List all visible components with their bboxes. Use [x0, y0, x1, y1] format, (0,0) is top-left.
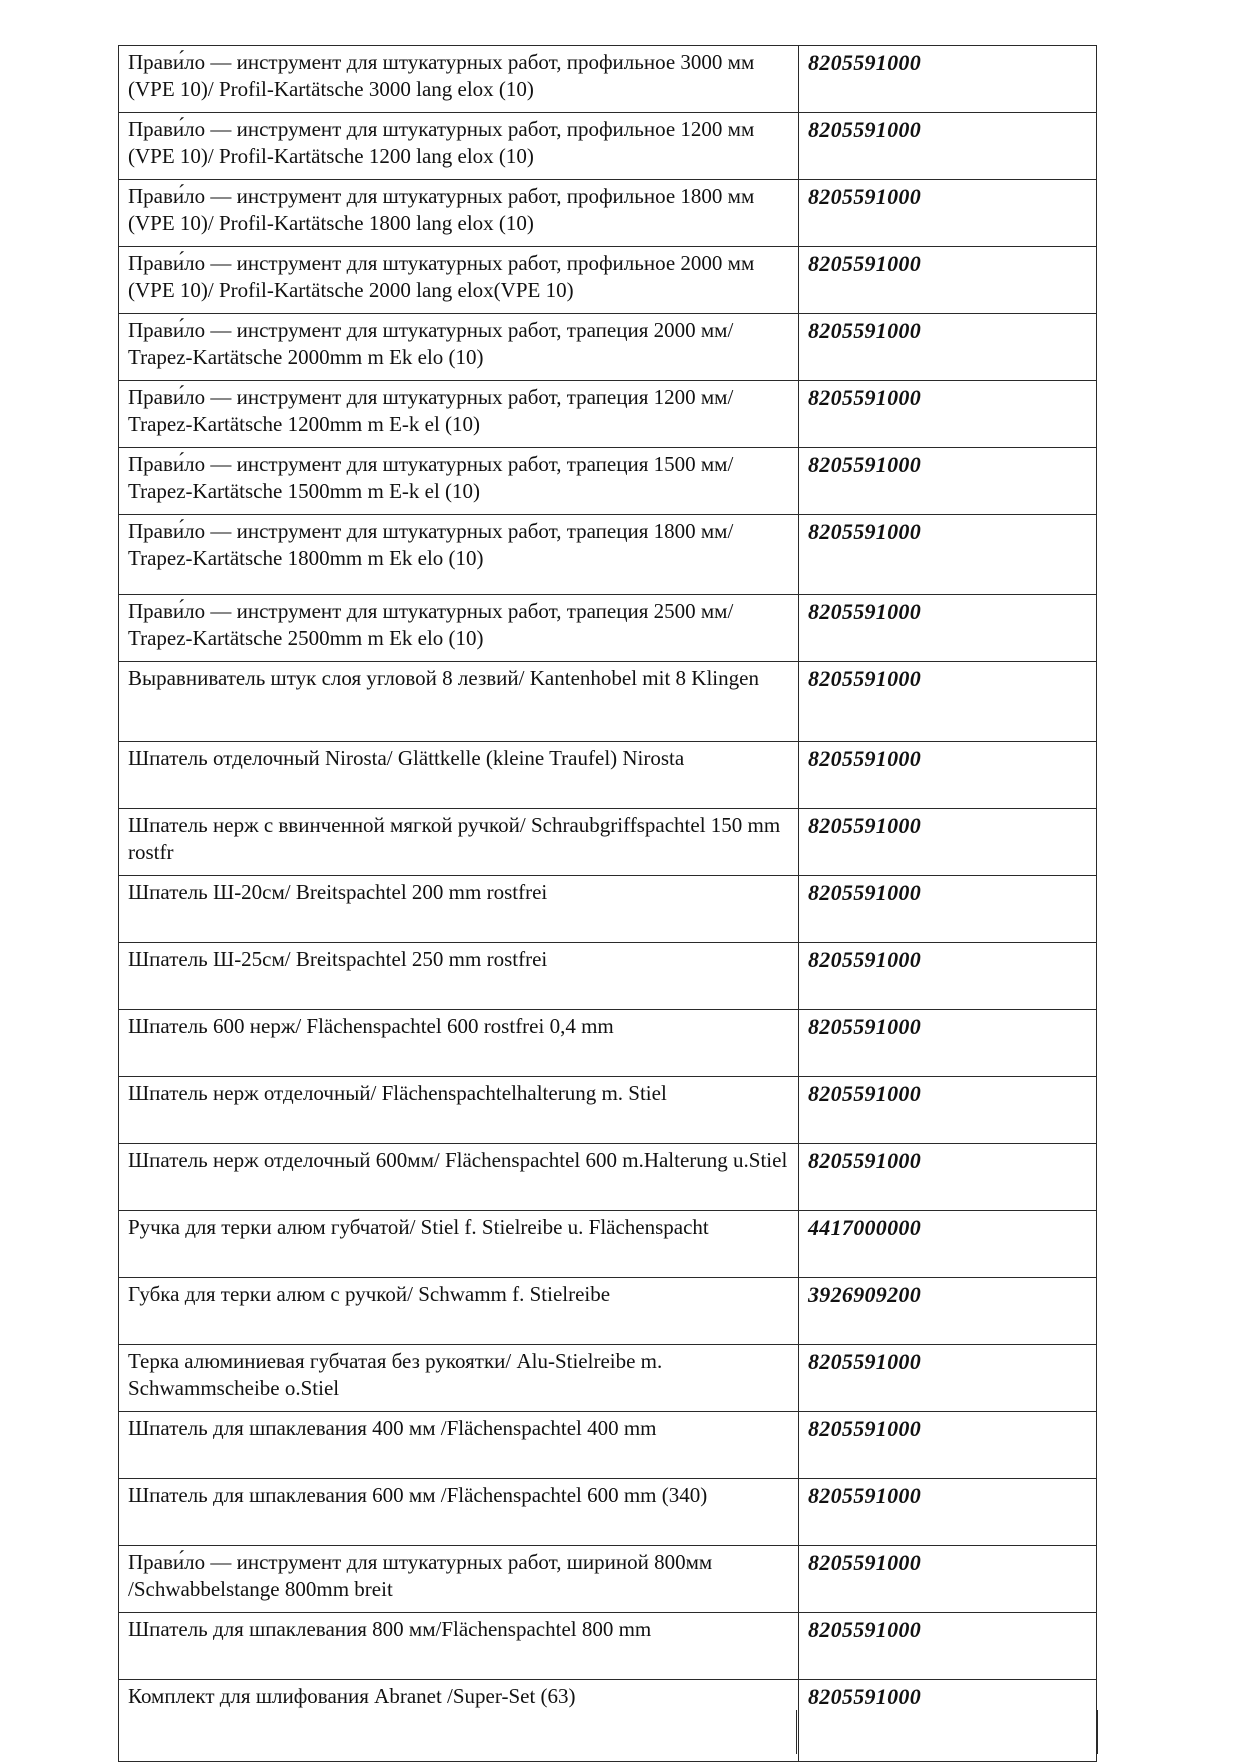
item-description: Прави́ло — инструмент для штукатурных работ, трапеция 2000 мм/ Trapez-Kartätsche 2000mm m Ek elo (10)	[119, 314, 799, 381]
hs-code: 8205591000	[799, 247, 1097, 314]
hs-code: 8205591000	[799, 180, 1097, 247]
item-description: Терка алюминиевая губчатая без рукоятки/ Alu-Stielreibe m. Schwammscheibe o.Stiel	[119, 1345, 799, 1412]
hs-code: 8205591000	[799, 1010, 1097, 1077]
item-description: Шпатель нерж с ввинченной мягкой ручкой/ Schraubgriffspachtel 150 mm rostfr	[119, 809, 799, 876]
hs-code: 8205591000	[799, 1077, 1097, 1144]
hs-code: 8205591000	[799, 46, 1097, 113]
table-row	[119, 943, 1097, 1010]
item-description: Прави́ло — инструмент для штукатурных работ, профильное 1200 мм (VPE 10)/ Profil-Kartätsche 1200 lang elox (10)	[119, 113, 799, 180]
item-description: Прави́ло — инструмент для штукатурных работ, шириной 800мм /Schwabbelstange 800mm breit	[119, 1546, 799, 1613]
table-row	[119, 1479, 1097, 1546]
table-row	[119, 515, 1097, 595]
hs-code: 8205591000	[799, 943, 1097, 1010]
hs-code: 8205591000	[799, 515, 1097, 595]
table-right-border-continuation	[1097, 1710, 1098, 1754]
item-description: Шпатель 600 нерж/ Flächenspachtel 600 rostfrei 0,4 mm	[119, 1010, 799, 1077]
hs-code: 8205591000	[799, 595, 1097, 662]
table-body	[119, 46, 1097, 1762]
table-row	[119, 1680, 1097, 1762]
table-row	[119, 1211, 1097, 1278]
hs-code: 8205591000	[799, 1546, 1097, 1613]
table-row	[119, 662, 1097, 742]
item-description: Шпатель Ш-25см/ Breitspachtel 250 mm rostfrei	[119, 943, 799, 1010]
table-middle-border-continuation	[796, 1710, 797, 1754]
table-row	[119, 1278, 1097, 1345]
hs-code: 8205591000	[799, 1144, 1097, 1211]
hs-code: 8205591000	[799, 381, 1097, 448]
item-description: Шпатель для шпаклевания 400 мм /Flächenspachtel 400 mm	[119, 1412, 799, 1479]
item-description: Шпатель нерж отделочный/ Flächenspachtelhalterung m. Stiel	[119, 1077, 799, 1144]
hs-code: 8205591000	[799, 1613, 1097, 1680]
hs-code: 8205591000	[799, 1680, 1097, 1762]
table-row	[119, 247, 1097, 314]
table-left-border-continuation	[118, 1710, 119, 1754]
item-description: Шпатель Ш-20см/ Breitspachtel 200 mm rostfrei	[119, 876, 799, 943]
hs-code: 8205591000	[799, 1479, 1097, 1546]
item-description: Шпатель для шпаклевания 800 мм/Flächenspachtel 800 mm	[119, 1613, 799, 1680]
hs-code: 4417000000	[799, 1211, 1097, 1278]
item-description: Шпатель нерж отделочный 600мм/ Flächenspachtel 600 m.Halterung u.Stiel	[119, 1144, 799, 1211]
hs-code: 8205591000	[799, 742, 1097, 809]
table-row	[119, 876, 1097, 943]
table-row	[119, 595, 1097, 662]
item-description: Прави́ло — инструмент для штукатурных работ, трапеция 1500 мм/ Trapez-Kartätsche 1500mm m E-k el (10)	[119, 448, 799, 515]
hs-code: 8205591000	[799, 1412, 1097, 1479]
table-row	[119, 381, 1097, 448]
table-row	[119, 809, 1097, 876]
item-description: Прави́ло — инструмент для штукатурных работ, профильное 2000 мм (VPE 10)/ Profil-Kartätsche 2000 lang elox(VPE 10)	[119, 247, 799, 314]
table-row	[119, 46, 1097, 113]
table-row	[119, 1077, 1097, 1144]
table-row	[119, 1546, 1097, 1613]
hs-code: 8205591000	[799, 113, 1097, 180]
item-description: Прави́ло — инструмент для штукатурных работ, трапеция 1200 мм/ Trapez-Kartätsche 1200mm m E-k el (10)	[119, 381, 799, 448]
table-row	[119, 1345, 1097, 1412]
item-description: Комплект для шлифования Abranet /Super-Set (63)	[119, 1680, 799, 1762]
table-row	[119, 1010, 1097, 1077]
table-row	[119, 113, 1097, 180]
hs-code: 8205591000	[799, 876, 1097, 943]
hs-code: 8205591000	[799, 662, 1097, 742]
hs-code: 8205591000	[799, 809, 1097, 876]
item-description: Выравниватель штук слоя угловой 8 лезвий/ Kantenhobel mit 8 Klingen	[119, 662, 799, 742]
table-row	[119, 180, 1097, 247]
customs-code-table	[118, 45, 1097, 1762]
table-row	[119, 1144, 1097, 1211]
hs-code: 8205591000	[799, 448, 1097, 515]
item-description: Прави́ло — инструмент для штукатурных работ, трапеция 2500 мм/ Trapez-Kartätsche 2500mm m Ek elo (10)	[119, 595, 799, 662]
table-row	[119, 314, 1097, 381]
item-description: Ручка для терки алюм губчатой/ Stiel f. Stielreibe u. Flächenspacht	[119, 1211, 799, 1278]
hs-code: 8205591000	[799, 314, 1097, 381]
item-description: Губка для терки алюм с ручкой/ Schwamm f. Stielreibe	[119, 1278, 799, 1345]
hs-code: 3926909200	[799, 1278, 1097, 1345]
table-row	[119, 1613, 1097, 1680]
item-description: Прави́ло — инструмент для штукатурных работ, профильное 1800 мм (VPE 10)/ Profil-Kartätsche 1800 lang elox (10)	[119, 180, 799, 247]
table-row	[119, 1412, 1097, 1479]
hs-code: 8205591000	[799, 1345, 1097, 1412]
item-description: Прави́ло — инструмент для штукатурных работ, профильное 3000 мм (VPE 10)/ Profil-Kartätsche 3000 lang elox (10)	[119, 46, 799, 113]
table-row	[119, 742, 1097, 809]
table-row	[119, 448, 1097, 515]
item-description: Прави́ло — инструмент для штукатурных работ, трапеция 1800 мм/ Trapez-Kartätsche 1800mm m Ek elo (10)	[119, 515, 799, 595]
item-description: Шпатель для шпаклевания 600 мм /Flächenspachtel 600 mm (340)	[119, 1479, 799, 1546]
item-description: Шпатель отделочный Nirosta/ Glättkelle (kleine Traufel) Nirosta	[119, 742, 799, 809]
